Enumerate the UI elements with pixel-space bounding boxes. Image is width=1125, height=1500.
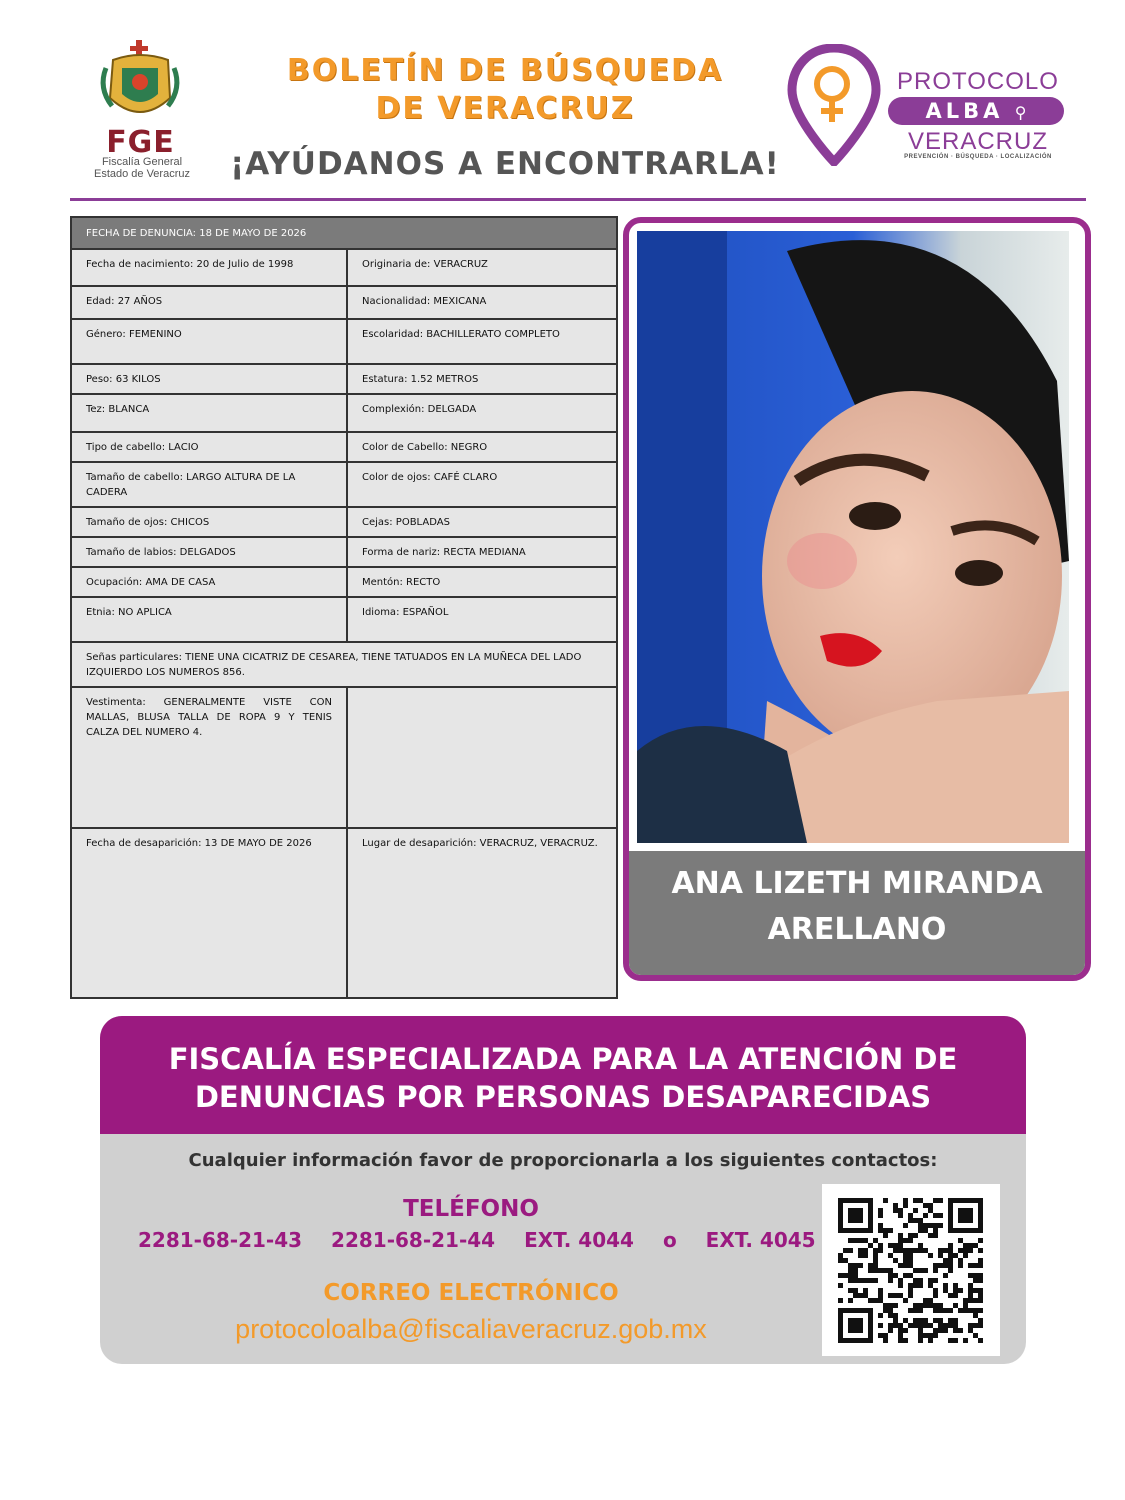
email-link[interactable]: protocoloalba@fiscaliaveracruz.gob.mx — [235, 1314, 707, 1344]
map-pin-female-icon — [786, 44, 882, 166]
clothing-description: Vestimenta: GENERALMENTE VISTE CON MALLAS, BLUSA TALLA DE ROPA 9 Y TENIS CALZA DEL NUMERO 4. — [71, 687, 347, 828]
person-photo-card — [623, 217, 1091, 981]
info-cell: Nacionalidad: MEXICANA — [347, 286, 617, 319]
fge-subtitle-line2: Estado de Veracruz — [93, 168, 190, 180]
person-photo — [637, 231, 1069, 843]
info-cell: Fecha de nacimiento: 20 de Julio de 1998 — [71, 249, 347, 286]
info-cell: Cejas: POBLADAS — [347, 507, 617, 537]
report-date: FECHA DE DENUNCIA: 18 DE MAYO DE 2026 — [71, 217, 617, 249]
header-divider — [70, 198, 1086, 201]
bulletin-title — [215, 52, 795, 128]
alba-word-alba — [888, 97, 1064, 125]
info-cell: Tamaño de ojos: CHICOS — [71, 507, 347, 537]
info-cell: Color de Cabello: NEGRO — [347, 432, 617, 462]
info-cell: Originaria de: VERACRUZ — [347, 249, 617, 286]
fge-logo-text: FGE — [106, 125, 175, 160]
contact-instruction: Cualquier información favor de proporcionarla a los siguientes contactos: — [188, 1150, 938, 1171]
title-line2: DE VERACRUZ — [375, 91, 635, 126]
info-cell: Mentón: RECTO — [347, 567, 617, 597]
alba-word-protocolo: PROTOCOLO — [897, 68, 1059, 95]
fge-subtitle — [72, 156, 212, 180]
info-cell: Tez: BLANCA — [71, 394, 347, 432]
phone-number[interactable]: 2281-68-21-43 — [138, 1228, 303, 1252]
info-cell: Edad: 27 AÑOS — [71, 286, 347, 319]
info-cell: Ocupación: AMA DE CASA — [71, 567, 347, 597]
info-cell: Tipo de cabello: LACIO — [71, 432, 347, 462]
info-cell: Estatura: 1.52 METROS — [347, 364, 617, 394]
distinguishing-marks: Señas particulares: TIENE UNA CICATRIZ DE CESAREA, TIENE TATUADOS EN LA MUÑECA DEL LADO IZQUIERDO LOS NUMEROS 856. — [71, 642, 617, 687]
bulletin-subtitle: ¡AYÚDANOS A ENCONTRARLA! — [230, 146, 780, 182]
info-cell: Idioma: ESPAÑOL — [347, 597, 617, 642]
person-name-line2: ARELLANO — [767, 912, 947, 947]
alba-word-veracruz: VERACRUZ — [907, 128, 1048, 155]
contact-panel — [100, 1016, 1026, 1364]
disappearance-date: Fecha de desaparición: 13 DE MAYO DE 2026 — [71, 828, 347, 998]
info-cell: Etnia: NO APLICA — [71, 597, 347, 642]
agency-title-line2: DENUNCIAS POR PERSONAS DESAPARECIDAS — [194, 1080, 932, 1114]
info-cell: Color de ojos: CAFÉ CLARO — [347, 462, 617, 507]
info-cell: Complexión: DELGADA — [347, 394, 617, 432]
qr-code-icon[interactable] — [822, 1184, 1000, 1356]
info-cell: Forma de nariz: RECTA MEDIANA — [347, 537, 617, 567]
agency-title-line1: FISCALÍA ESPECIALIZADA PARA LA ATENCIÓN DE — [168, 1042, 958, 1076]
title-line1: BOLETÍN DE BÚSQUEDA — [286, 53, 724, 88]
alba-word-alba-text: ALBA — [925, 99, 1004, 123]
info-cell: Tamaño de labios: DELGADOS — [71, 537, 347, 567]
phone-numbers — [138, 1228, 838, 1252]
email-label: CORREO ELECTRÓNICO — [323, 1280, 619, 1306]
phone-number[interactable]: 2281-68-21-44 — [331, 1228, 496, 1252]
alba-tagline: PREVENCIÓN · BÚSQUEDA · LOCALIZACIÓN — [904, 154, 1052, 160]
info-cell: Escolaridad: BACHILLERATO COMPLETO — [347, 319, 617, 364]
agency-title — [100, 1040, 1026, 1116]
phone-extension: EXT. 4044 — [524, 1228, 634, 1252]
info-cell: Peso: 63 KILOS — [71, 364, 347, 394]
person-name — [629, 861, 1085, 953]
info-cell: Tamaño de cabello: LARGO ALTURA DE LA CADERA — [71, 462, 347, 507]
fge-subtitle-line1: Fiscalía General — [101, 156, 183, 168]
empty-cell — [347, 687, 617, 828]
person-name-line1: ANA LIZETH MIRANDA — [671, 866, 1043, 901]
disappearance-place: Lugar de desaparición: VERACRUZ, VERACRUZ. — [347, 828, 617, 998]
missing-person-info-table — [70, 216, 618, 999]
or-text: o — [662, 1228, 677, 1252]
search-icon: ⚲ — [1014, 103, 1027, 122]
phone-label: TELÉFONO — [403, 1196, 539, 1222]
phone-extension: EXT. 4045 — [705, 1228, 816, 1252]
info-cell: Género: FEMENINO — [71, 319, 347, 364]
